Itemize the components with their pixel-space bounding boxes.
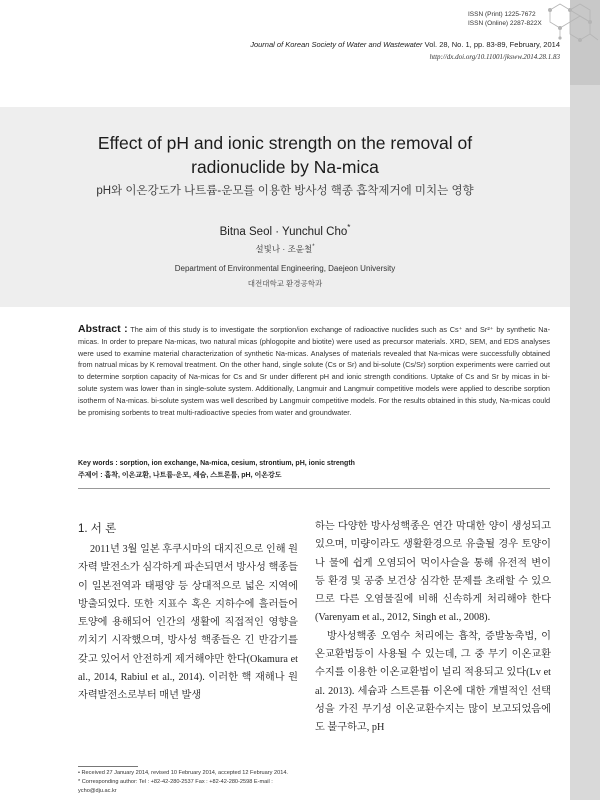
corresponding-mark: *: [347, 223, 351, 232]
affiliation: Department of Environmental Engineering, Daejeon University: [174, 264, 396, 273]
journal-details: Vol. 28, No. 1, pp. 83-89, February, 2014: [422, 40, 560, 49]
author-names-english: Bitna Seol · Yunchul Cho: [219, 225, 348, 238]
paper-title-line2: radionuclide by Na-mica: [191, 157, 379, 177]
issn-block: [468, 10, 558, 28]
body-paragraph: 방사성핵종 오염수 처리에는 흡착, 증발농축법, 이온교환법등이 사용될 수 있는데, 그 중 무기 이온교환수지를 이용한 이온교환법이 널리 적용되고 있다(Lv et al. 2013). 세슘과 스트론튬 이온에 대한 개별적인 선택성을 가진 무기성 이온교환수지는 많이 보고되었음에도 불구하고, pH: [315, 630, 551, 734]
abstract-label: Abstract :: [78, 323, 128, 335]
footnote-divider: [78, 766, 138, 767]
author-names-korean-text: 설빛나 · 조윤철: [255, 244, 313, 254]
abstract-text: The aim of this study is to investigate the sorption/ion exchange of radioactive nuclides such as Cs⁺ and Sr²⁺ by synthetic Na-micas. In order to prepare Na-micas, two natural micas (phlogopite and biotite) were used as precursor materials. XRD, SEM, and EDS analyses were used to examine material characterization of synthetic Na-micas. Analyses of materials revealed that Na-micas were successfully obtained from natrual micas by K removal treatment. On the other hand, single solute (Cs or Sr) and bi-solute (Cs/Sr) sorption experiments were carried out to determine sorption capacity of Na-micas for Cs and Sr under different pH and ionic strength conditions. Uptake of Cs and Sr by micas in bi-solute system was lower than in single-solute system. Additionally, Langmuir and Langmuir competitive models were applied to describe sorption isotherm of Na-micas. bi-solute system was well described by Langmuir competitive models. For the results obtained in this study, Na-micas could be promising sorbents to treat multi-radioactive species from water and groundwater.: [78, 325, 550, 417]
corresponding-mark-korean: *: [312, 244, 315, 251]
body-column-left: [78, 541, 298, 706]
author-names: [0, 223, 570, 238]
keywords: [78, 458, 550, 482]
body-paragraph: 2011년 3월 일본 후쿠시마의 대지진으로 인해 원자력 발전소가 심각하게 파손되면서 방사성 핵종들이 일본전역과 태평양 등 상대적으로 넓은 지역에 방출되었다. 또한 지표수 혹은 지하수에 흘러들어 토양에 용해되어 인간의 생활에 직접적인 영향을 끼치기 시작했으며, 방사성 핵종들은 긴 반감기를 갖고 있어서 안전하게 제거해야만 한다(Okamura et al., 2014, Rabiul et al., 2014). 이러한 핵 재해나 원자력발전소로부터 매년 발생: [78, 544, 298, 702]
issn-print: ISSN (Print) 1225-7672: [468, 11, 536, 18]
body-paragraph: 하는 다양한 방사성핵종은 연간 막대한 양이 생성되고 있으며, 미량이라도 생활환경으로 유출될 경우 토양이나 물에 쉽게 오염되어 먹이사슬을 통해 유전적 변이 등 환경 및 공중 보건상 심각한 문제를 초래할 수 있으므로 다른 오염물질에 비해 신속하게 처리해야 한다(Varenyam et al., 2012, Singh et al., 2008).: [315, 521, 551, 624]
molecule-decoration-icon: [510, 0, 600, 60]
keywords-korean: 주제어 : 흡착, 이온교환, 나트륨-운모, 세슘, 스트론튬, pH, 이온강도: [78, 472, 282, 479]
section-heading-introduction: 1. 서 론: [78, 523, 117, 535]
journal-name: Journal of Korean Society of Water and Wastewater: [250, 40, 423, 49]
abstract: [78, 324, 550, 418]
page-edge-tab: [570, 85, 600, 800]
keywords-divider: [78, 488, 550, 489]
journal-line: [250, 40, 560, 49]
paper-title-line1: Effect of pH and ionic strength on the removal of: [97, 133, 473, 153]
issn-online: ISSN (Online) 2287-822X: [468, 20, 542, 27]
doi-link[interactable]: http://dx.doi.org/10.11001/jksww.2014.28.1.83: [429, 53, 560, 61]
keywords-english: Key words : sorption, ion exchange, Na-mica, cesium, strontium, pH, ionic strength: [78, 460, 355, 467]
footnotes: [78, 769, 308, 796]
body-column-right: [315, 518, 551, 738]
affiliation-korean: 대전대학교 환경공학과: [247, 279, 323, 288]
paper-title-korean: pH와 이온강도가 나트륨-운모를 이용한 방사성 핵종 흡착제거에 미치는 영향: [96, 185, 474, 197]
footnote-received: • Received 27 January 2014, revised 10 February 2014, accepted 12 February 2014.: [78, 770, 288, 776]
footnote-corresponding: * Corresponding author: Tel : +82-42-280-2537 Fax : +82-42-280-2598 E-mail : ycho@dju.ac.kr: [78, 779, 273, 794]
author-names-korean: [0, 243, 570, 255]
